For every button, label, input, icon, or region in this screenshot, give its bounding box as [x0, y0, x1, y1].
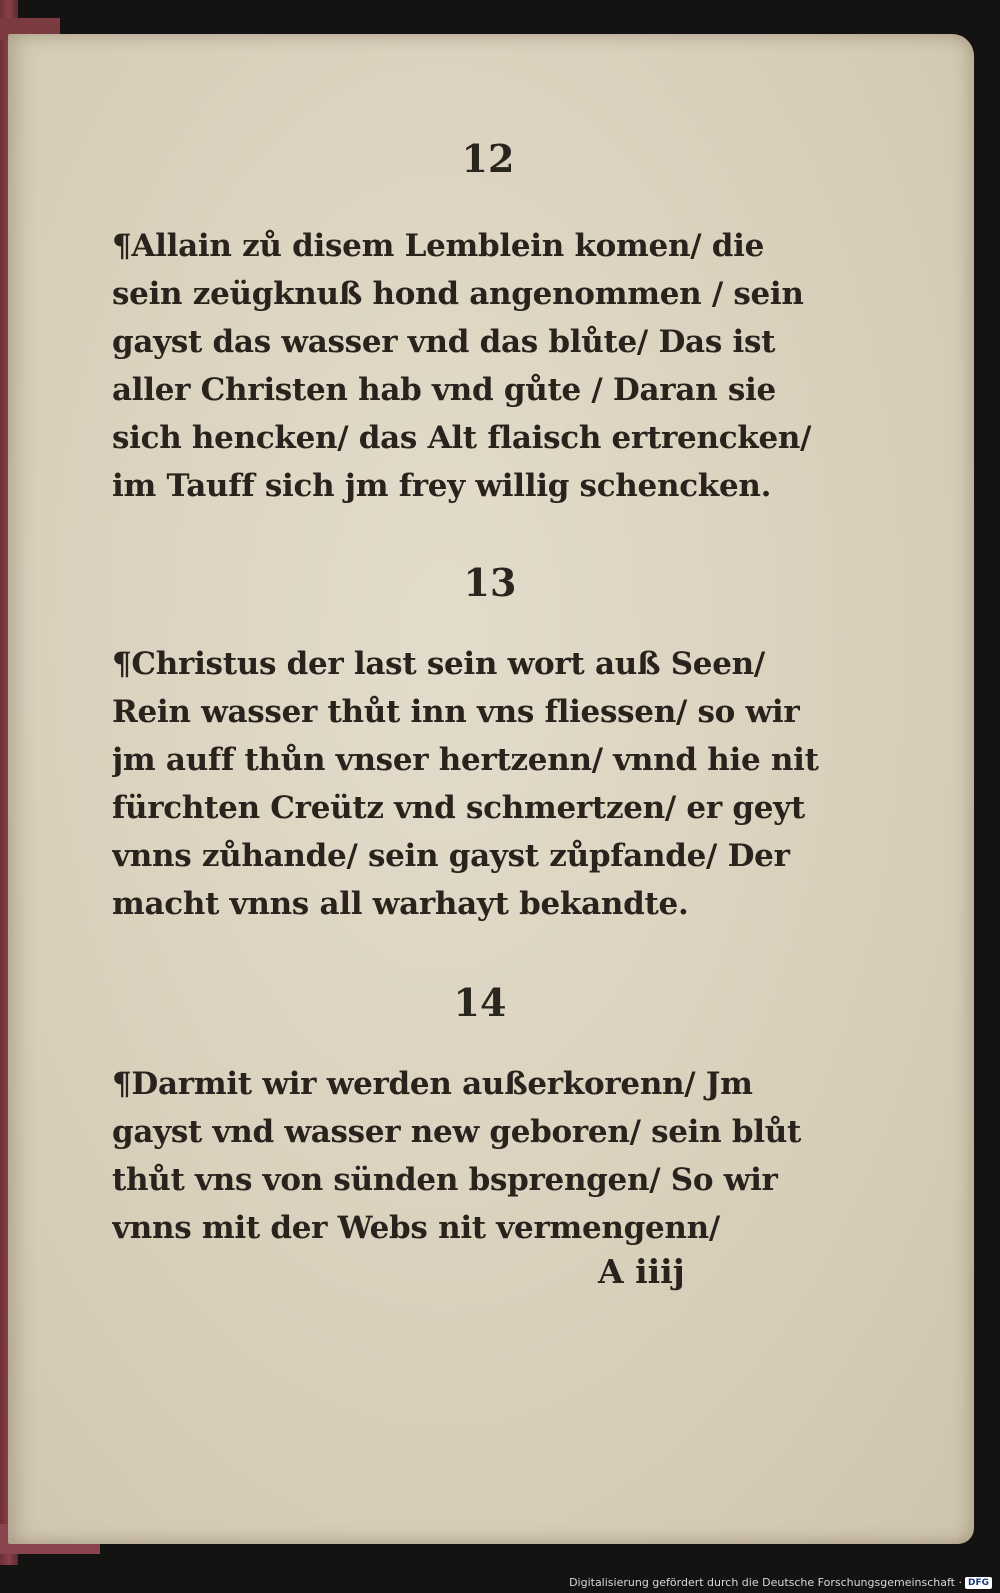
stanza-line: thůt vns von sünden bsprengen/ So wir	[112, 1162, 778, 1198]
stanza-line: ¶Darmit wir werden außerkorenn/ Jm	[112, 1066, 753, 1102]
stanza-14	[112, 1060, 842, 1252]
stanza-number-14: 14	[453, 980, 507, 1025]
stanza-line: gayst das wasser vnd das blůte/ Das ist	[112, 324, 776, 360]
stanza-line: Rein wasser thůt inn vns fliessen/ so wir	[112, 694, 800, 730]
stanza-line: vnns mit der Webs nit vermengenn/	[112, 1210, 720, 1246]
credit-text: Digitalisierung gefördert durch die Deutsche Forschungsgemeinschaft ·	[569, 1576, 962, 1589]
stanza-line: aller Christen hab vnd gůte / Daran sie	[112, 372, 776, 408]
stanza-line: macht vnns all warhayt bekandte.	[112, 886, 689, 922]
stanza-12	[112, 222, 842, 510]
stanza-line: vnns zůhande/ sein gayst zůpfande/ Der	[112, 838, 790, 874]
stanza-line: sein zeügknuß hond angenommen / sein	[112, 276, 804, 312]
stanza-line: jm auff thůn vnser hertzenn/ vnnd hie nit	[112, 742, 819, 778]
stanza-number-12: 12	[461, 136, 515, 181]
stanza-line: sich hencken/ das Alt flaisch ertrencken/	[112, 420, 812, 456]
dfg-logo-badge: DFG	[965, 1577, 992, 1589]
stanza-line: ¶Allain zů disem Lemblein komen/ die	[112, 228, 764, 264]
stanza-number-13: 13	[463, 560, 517, 605]
stanza-line: ¶Christus der last sein wort auß Seen/	[112, 646, 765, 682]
stanza-line: gayst vnd wasser new geboren/ sein blůt	[112, 1114, 801, 1150]
stanza-line: im Tauff sich jm frey willig schencken.	[112, 468, 772, 504]
stanza-line: fürchten Creütz vnd schmertzen/ er geyt	[112, 790, 805, 826]
signature-mark: A iiij	[598, 1252, 685, 1291]
digitization-credit	[569, 1576, 992, 1589]
stanza-13	[112, 640, 842, 928]
